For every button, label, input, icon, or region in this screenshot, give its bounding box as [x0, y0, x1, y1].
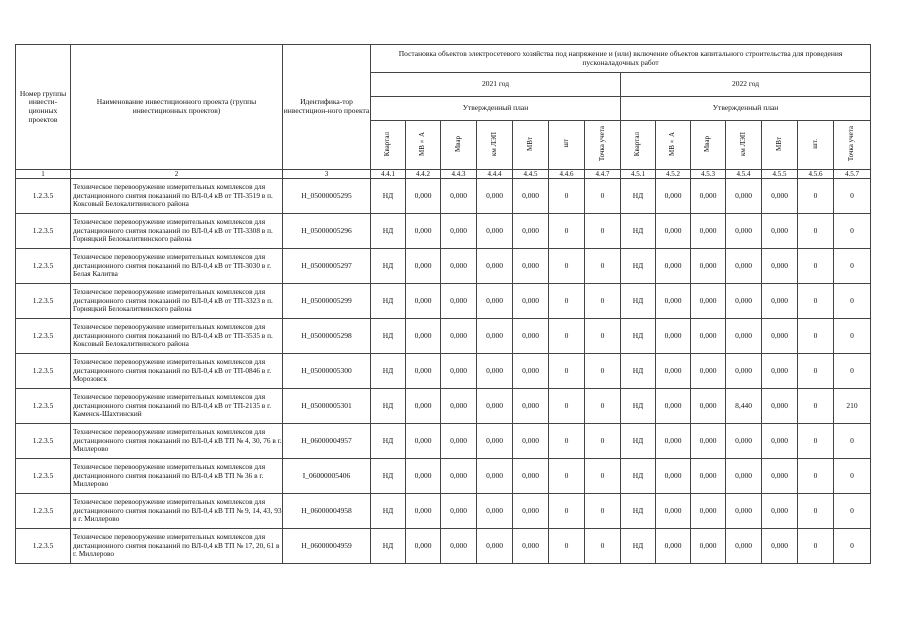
header-group-number: Номер группы инвести-ционных проектов — [16, 45, 71, 170]
header-plan-2022: Утвержденный план — [621, 97, 871, 121]
value-cell: 0,000 — [513, 459, 549, 494]
column-number: 4.4.3 — [441, 170, 477, 179]
value-cell: 0,000 — [477, 249, 513, 284]
value-cell: 0 — [549, 249, 585, 284]
value-cell: 0,000 — [656, 179, 691, 214]
value-cell: 0,000 — [762, 249, 798, 284]
header-unit-cell — [798, 121, 834, 170]
column-number: 4.5.1 — [621, 170, 656, 179]
value-cell: 0,000 — [656, 214, 691, 249]
value-cell: 0,000 — [513, 249, 549, 284]
table-row — [16, 319, 871, 354]
column-number: 4.4.6 — [549, 170, 585, 179]
project-id-cell: Н_06000004957 — [283, 424, 371, 459]
header-unit-cell — [762, 121, 798, 170]
value-cell: НД — [371, 494, 406, 529]
value-cell: 0,000 — [477, 459, 513, 494]
project-id-cell: I_06000005406 — [283, 459, 371, 494]
column-number: 4.4.1 — [371, 170, 406, 179]
value-cell: 0,000 — [513, 354, 549, 389]
project-id-cell: Н_05000005301 — [283, 389, 371, 424]
value-cell: 0,000 — [513, 494, 549, 529]
value-cell: 0 — [549, 214, 585, 249]
value-cell: НД — [621, 284, 656, 319]
value-cell: 0,000 — [726, 249, 762, 284]
value-cell: НД — [371, 529, 406, 564]
value-cell: 0 — [549, 494, 585, 529]
value-cell: 0,000 — [406, 249, 441, 284]
value-cell: НД — [621, 494, 656, 529]
value-cell: 0 — [549, 389, 585, 424]
investment-table — [15, 44, 871, 564]
column-number: 4.4.2 — [406, 170, 441, 179]
value-cell: 210 — [834, 389, 871, 424]
value-cell: НД — [371, 249, 406, 284]
header-year-2022: 2022 год — [621, 73, 871, 97]
value-cell: 0 — [798, 319, 834, 354]
value-cell: 0,000 — [762, 494, 798, 529]
project-id-cell: Н_05000005297 — [283, 249, 371, 284]
value-cell: 0 — [549, 459, 585, 494]
table-row — [16, 424, 871, 459]
column-number: 4.5.2 — [656, 170, 691, 179]
group-number-cell: 1.2.3.5 — [16, 354, 71, 389]
value-cell: 0,000 — [477, 179, 513, 214]
value-cell: 0,000 — [762, 214, 798, 249]
project-id-cell: Н_05000005298 — [283, 319, 371, 354]
header-unit-cell — [621, 121, 656, 170]
value-cell: НД — [371, 459, 406, 494]
column-number: 4.5.7 — [834, 170, 871, 179]
header-unit-label: МВт — [774, 136, 783, 151]
value-cell: 0,000 — [406, 389, 441, 424]
table-row — [16, 354, 871, 389]
header-unit-label: МВт — [525, 136, 534, 151]
project-id-cell: Н_05000005296 — [283, 214, 371, 249]
value-cell: 0 — [834, 319, 871, 354]
value-cell: 0 — [834, 249, 871, 284]
header-unit-cell — [477, 121, 513, 170]
table-row — [16, 529, 871, 564]
header-unit-label: Мвар — [703, 135, 712, 152]
value-cell: 0,000 — [441, 529, 477, 564]
value-cell: НД — [371, 354, 406, 389]
column-numbering-row — [16, 170, 871, 179]
value-cell: 0,000 — [406, 214, 441, 249]
column-number: 4.5.4 — [726, 170, 762, 179]
value-cell: 0,000 — [691, 284, 726, 319]
value-cell: 0,000 — [441, 494, 477, 529]
value-cell: 0,000 — [513, 389, 549, 424]
header-unit-cell — [406, 121, 441, 170]
value-cell: 0,000 — [441, 284, 477, 319]
value-cell: 0 — [585, 424, 621, 459]
table-row — [16, 284, 871, 319]
value-cell: 0 — [549, 284, 585, 319]
header-unit-label: Точка учета — [597, 126, 606, 162]
value-cell: 0,000 — [691, 389, 726, 424]
table-row — [16, 494, 871, 529]
value-cell: 0 — [834, 284, 871, 319]
group-number-cell: 1.2.3.5 — [16, 459, 71, 494]
value-cell: 0 — [798, 284, 834, 319]
value-cell: 0 — [834, 459, 871, 494]
header-unit-cell — [691, 121, 726, 170]
value-cell: 0 — [798, 214, 834, 249]
header-unit-label: Квартал — [633, 131, 642, 156]
value-cell: 0,000 — [513, 214, 549, 249]
group-number-cell: 1.2.3.5 — [16, 179, 71, 214]
group-number-cell: 1.2.3.5 — [16, 529, 71, 564]
value-cell: 0 — [798, 459, 834, 494]
value-cell: 0,000 — [691, 249, 726, 284]
header-unit-cell — [513, 121, 549, 170]
header-unit-label: км ЛЭП — [738, 131, 747, 156]
column-number: 4.5.3 — [691, 170, 726, 179]
value-cell: 0,000 — [441, 354, 477, 389]
value-cell: 0,000 — [513, 529, 549, 564]
value-cell: 0,000 — [656, 494, 691, 529]
value-cell: 0 — [585, 529, 621, 564]
value-cell: 0,000 — [406, 529, 441, 564]
group-number-cell: 1.2.3.5 — [16, 494, 71, 529]
column-number: 4.5.5 — [762, 170, 798, 179]
value-cell: НД — [621, 179, 656, 214]
value-cell: 0 — [834, 424, 871, 459]
value-cell: 0,000 — [406, 179, 441, 214]
project-id-cell: Н_05000005295 — [283, 179, 371, 214]
value-cell: 0 — [585, 389, 621, 424]
value-cell: НД — [371, 214, 406, 249]
header-project-name: Наименование инвестиционного проекта (группы инвестиционных проектов) — [71, 45, 283, 170]
header-unit-label: Точка учета — [847, 126, 856, 162]
project-id-cell: Н_05000005299 — [283, 284, 371, 319]
value-cell: 0,000 — [691, 214, 726, 249]
value-cell: 0,000 — [656, 529, 691, 564]
value-cell: НД — [621, 529, 656, 564]
value-cell: 0 — [549, 319, 585, 354]
header-unit-label: шт. — [810, 138, 819, 149]
project-name-cell: Техническое перевооружение измерительных комплексов для дистанционного снятия показаний по ВЛ-0,4 кВ от ТП-3030 в г. Белая Калитва — [71, 249, 283, 284]
project-id-cell: Н_05000005300 — [283, 354, 371, 389]
value-cell: 0,000 — [477, 284, 513, 319]
value-cell: НД — [621, 389, 656, 424]
value-cell: 0 — [798, 389, 834, 424]
value-cell: 0 — [585, 214, 621, 249]
value-cell: 0,000 — [441, 249, 477, 284]
value-cell: 0,000 — [477, 354, 513, 389]
value-cell: 0,000 — [762, 354, 798, 389]
project-name-cell: Техническое перевооружение измерительных комплексов для дистанционного снятия показаний по ВЛ-0,4 кВ от ТП-2135 в г. Каменск-Шахтинский — [71, 389, 283, 424]
value-cell: 0,000 — [406, 424, 441, 459]
column-number: 1 — [16, 170, 71, 179]
value-cell: 0,000 — [406, 319, 441, 354]
value-cell: 0,000 — [656, 424, 691, 459]
value-cell: 0 — [798, 424, 834, 459]
value-cell: 0 — [585, 494, 621, 529]
value-cell: 0 — [798, 354, 834, 389]
value-cell: 0,000 — [691, 319, 726, 354]
value-cell: 0,000 — [477, 389, 513, 424]
value-cell: 0,000 — [477, 494, 513, 529]
value-cell: 0,000 — [726, 424, 762, 459]
header-unit-cell — [656, 121, 691, 170]
project-name-cell: Техническое перевооружение измерительных комплексов для дистанционного снятия показаний по ВЛ-0,4 кВ от ТП-3535 в п. Коксовый Белокалитвинского района — [71, 319, 283, 354]
header-unit-cell — [834, 121, 871, 170]
value-cell: 0,000 — [441, 319, 477, 354]
value-cell: 0,000 — [477, 424, 513, 459]
value-cell: 0,000 — [441, 459, 477, 494]
value-cell: 0 — [798, 494, 834, 529]
value-cell: 0,000 — [691, 529, 726, 564]
group-number-cell: 1.2.3.5 — [16, 284, 71, 319]
value-cell: 0 — [585, 249, 621, 284]
project-name-cell: Техническое перевооружение измерительных комплексов для дистанционного снятия показаний по ВЛ-0,4 кВ ТП № 17, 20, 61 в г. Миллерово — [71, 529, 283, 564]
value-cell: 0 — [585, 284, 621, 319]
group-number-cell: 1.2.3.5 — [16, 319, 71, 354]
value-cell: НД — [621, 249, 656, 284]
value-cell: 0,000 — [726, 179, 762, 214]
value-cell: 0,000 — [691, 459, 726, 494]
value-cell: 0 — [834, 179, 871, 214]
column-number: 4.4.7 — [585, 170, 621, 179]
value-cell: 0,000 — [656, 459, 691, 494]
header-unit-label: МВ×А — [418, 131, 427, 156]
table-row — [16, 249, 871, 284]
value-cell: 0 — [834, 214, 871, 249]
column-number: 3 — [283, 170, 371, 179]
header-project-id: Идентифика-тор инвестицион-ного проекта — [283, 45, 371, 170]
header-unit-cell — [726, 121, 762, 170]
value-cell: 0,000 — [441, 389, 477, 424]
value-cell: 0 — [549, 529, 585, 564]
project-name-cell: Техническое перевооружение измерительных комплексов для дистанционного снятия показаний по ВЛ-0,4 кВ ТП № 9, 14, 43, 93 в г. Миллерово — [71, 494, 283, 529]
table-row — [16, 214, 871, 249]
header-commissioning: Постановка объектов электросетевого хозяйства под напряжение и (или) включение объектов капитального строительства для проведения пусконаладочных работ — [371, 45, 871, 73]
project-name-cell: Техническое перевооружение измерительных комплексов для дистанционного снятия показаний по ВЛ-0,4 кВ ТП № 4, 30, 76 в г. Миллерово — [71, 424, 283, 459]
column-number: 4.5.6 — [798, 170, 834, 179]
value-cell: 0 — [549, 354, 585, 389]
project-id-cell: Н_06000004958 — [283, 494, 371, 529]
header-unit-cell — [549, 121, 585, 170]
group-number-cell: 1.2.3.5 — [16, 249, 71, 284]
header-unit-label: Мвар — [453, 135, 462, 152]
value-cell: 0,000 — [477, 529, 513, 564]
column-number: 2 — [71, 170, 283, 179]
value-cell: 0 — [834, 354, 871, 389]
project-name-cell: Техническое перевооружение измерительных комплексов для дистанционного снятия показаний по ВЛ-0,4 кВ от ТП-3323 в п. Горняцкий Белокалитвинского района — [71, 284, 283, 319]
value-cell: 0,000 — [762, 319, 798, 354]
project-name-cell: Техническое перевооружение измерительных комплексов для дистанционного снятия показаний по ВЛ-0,4 кВ от ТП-0846 в г. Морозовск — [71, 354, 283, 389]
header-year-2021: 2021 год — [371, 73, 621, 97]
value-cell: 0,000 — [726, 319, 762, 354]
value-cell: 0,000 — [656, 354, 691, 389]
value-cell: 0,000 — [656, 284, 691, 319]
value-cell: 0,000 — [726, 284, 762, 319]
value-cell: 0 — [585, 354, 621, 389]
project-id-cell: Н_06000004959 — [283, 529, 371, 564]
value-cell: 0 — [834, 529, 871, 564]
value-cell: 0,000 — [406, 459, 441, 494]
value-cell: 0,000 — [513, 179, 549, 214]
value-cell: 0,000 — [656, 249, 691, 284]
header-unit-label: км ЛЭП — [489, 131, 498, 156]
group-number-cell: 1.2.3.5 — [16, 389, 71, 424]
column-number: 4.4.4 — [477, 170, 513, 179]
value-cell: 0,000 — [691, 494, 726, 529]
value-cell: 0,000 — [406, 354, 441, 389]
value-cell: 0,000 — [726, 354, 762, 389]
value-cell: 0,000 — [762, 389, 798, 424]
value-cell: 0,000 — [762, 459, 798, 494]
value-cell: НД — [371, 319, 406, 354]
value-cell: НД — [371, 424, 406, 459]
value-cell: 0,000 — [691, 354, 726, 389]
table-row — [16, 179, 871, 214]
value-cell: 0 — [585, 459, 621, 494]
value-cell: 0 — [585, 179, 621, 214]
project-name-cell: Техническое перевооружение измерительных комплексов для дистанционного снятия показаний по ВЛ-0,4 кВ ТП № 36 в г. Миллерово — [71, 459, 283, 494]
value-cell: 0,000 — [726, 214, 762, 249]
value-cell: 0,000 — [513, 424, 549, 459]
value-cell: 8,440 — [726, 389, 762, 424]
value-cell: 0,000 — [656, 319, 691, 354]
value-cell: 0,000 — [406, 494, 441, 529]
value-cell: 0,000 — [406, 284, 441, 319]
value-cell: 0 — [549, 424, 585, 459]
value-cell: 0,000 — [441, 179, 477, 214]
header-unit-label: МВ×А — [668, 131, 677, 156]
value-cell: 0,000 — [726, 494, 762, 529]
value-cell: 0,000 — [726, 529, 762, 564]
value-cell: НД — [621, 459, 656, 494]
value-cell: НД — [371, 179, 406, 214]
header-unit-label: шт — [561, 139, 570, 148]
table-row — [16, 459, 871, 494]
value-cell: НД — [621, 354, 656, 389]
value-cell: НД — [621, 424, 656, 459]
value-cell: 0 — [798, 179, 834, 214]
value-cell: 0 — [549, 179, 585, 214]
group-number-cell: 1.2.3.5 — [16, 424, 71, 459]
project-name-cell: Техническое перевооружение измерительных комплексов для дистанционного снятия показаний по ВЛ-0,4 кВ от ТП-3519 в п. Коксовый Белокалитвинского района — [71, 179, 283, 214]
table-row — [16, 389, 871, 424]
value-cell: 0,000 — [762, 529, 798, 564]
project-name-cell: Техническое перевооружение измерительных комплексов для дистанционного снятия показаний по ВЛ-0,4 кВ от ТП-3308 в п. Горняцкий Белокалитвинского района — [71, 214, 283, 249]
value-cell: НД — [621, 214, 656, 249]
header-unit-cell — [585, 121, 621, 170]
value-cell: 0 — [834, 494, 871, 529]
column-number: 4.4.5 — [513, 170, 549, 179]
header-unit-cell — [371, 121, 406, 170]
value-cell: 0,000 — [726, 459, 762, 494]
header-unit-cell — [441, 121, 477, 170]
value-cell: 0,000 — [656, 389, 691, 424]
group-number-cell: 1.2.3.5 — [16, 214, 71, 249]
value-cell: НД — [371, 389, 406, 424]
value-cell: 0 — [798, 529, 834, 564]
value-cell: 0,000 — [762, 424, 798, 459]
header-unit-label: Квартал — [383, 131, 392, 156]
value-cell: 0,000 — [762, 179, 798, 214]
value-cell: 0,000 — [477, 319, 513, 354]
value-cell: 0,000 — [441, 214, 477, 249]
value-cell: 0,000 — [513, 284, 549, 319]
value-cell: 0,000 — [513, 319, 549, 354]
value-cell: 0,000 — [441, 424, 477, 459]
value-cell: 0,000 — [762, 284, 798, 319]
value-cell: 0 — [585, 319, 621, 354]
value-cell: 0,000 — [691, 179, 726, 214]
table-body — [16, 170, 871, 564]
header-plan-2021: Утвержденный план — [371, 97, 621, 121]
value-cell: 0,000 — [477, 214, 513, 249]
table-header — [16, 45, 871, 170]
value-cell: 0,000 — [691, 424, 726, 459]
value-cell: 0 — [798, 249, 834, 284]
value-cell: НД — [371, 284, 406, 319]
value-cell: НД — [621, 319, 656, 354]
